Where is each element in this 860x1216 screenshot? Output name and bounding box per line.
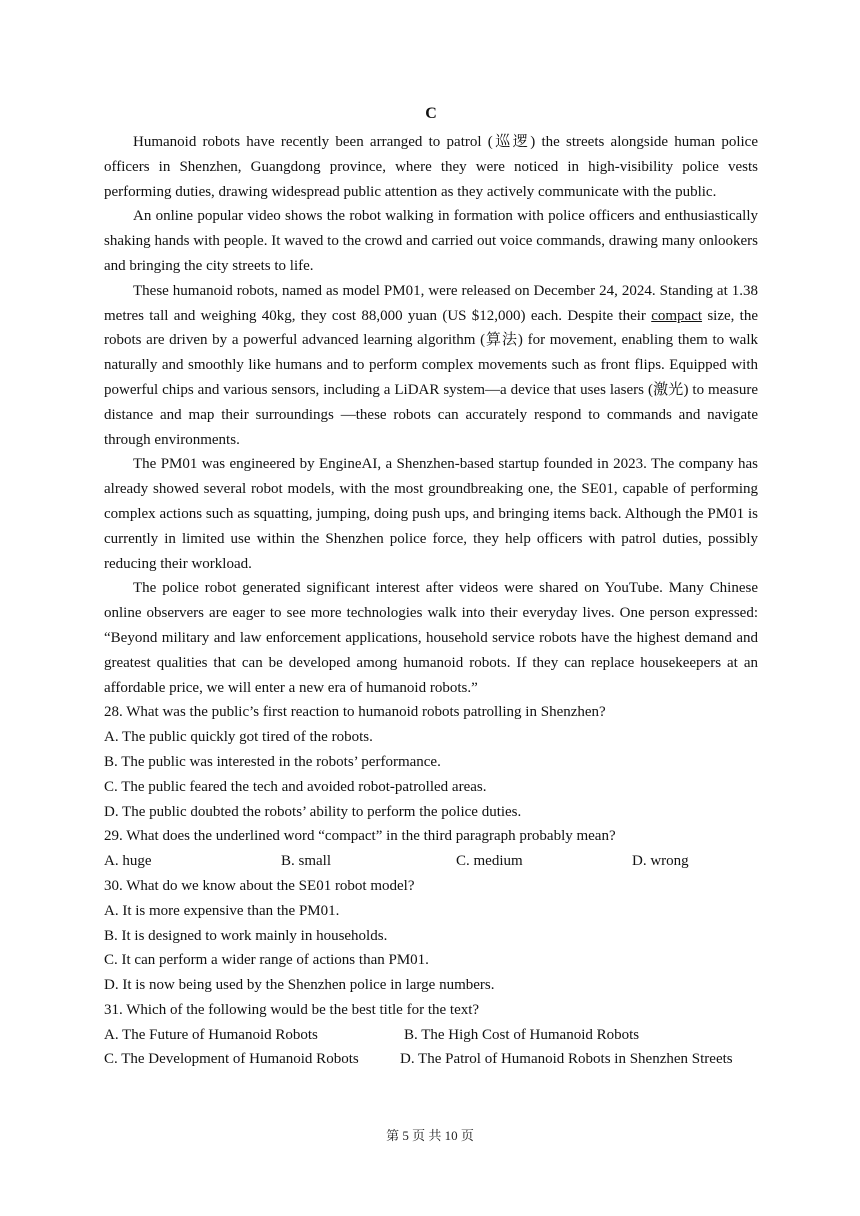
- question-31-option-b: B. The High Cost of Humanoid Robots: [404, 1026, 640, 1043]
- paragraph-3-part-2: size, the robots are driven by a powerful advanced learning algorithm (算法) for movement, enabling them to walk naturally and smoothly like humans and to perform complex movements such as front flips. Equipped with powerful chips and various sensors, including a LiDAR system—a device that uses lasers (激光) to measure distance and map their surroundings —these robots can accurately respond to commands and navigate through environments.: [104, 307, 758, 448]
- question-31-option-d: D. The Patrol of Humanoid Robots in Shenzhen Streets: [400, 1051, 733, 1068]
- question-29-option-d: D. wrong: [632, 853, 689, 870]
- paragraph-2: An online popular video shows the robot walking in formation with police officers and enthusiastically shaking hands with people. It waved to the crowd and carried out voice commands, drawing many onlookers and bringing the city streets to life.: [104, 208, 758, 274]
- question-30: 30. What do we know about the SE01 robot model?: [104, 877, 415, 894]
- question-29-option-c: C. medium: [456, 853, 523, 870]
- question-31-option-a: A. The Future of Humanoid Robots: [104, 1026, 318, 1043]
- question-30-option-b: B. It is designed to work mainly in households.: [104, 927, 388, 944]
- question-31-options-row-1: [104, 1023, 758, 1048]
- question-28-option-a: A. The public quickly got tired of the robots.: [104, 729, 373, 746]
- question-31-options-row-2: [104, 1047, 758, 1072]
- question-28-option-d: D. The public doubted the robots’ ability to perform the police duties.: [104, 803, 522, 820]
- question-31-option-c: C. The Development of Humanoid Robots: [104, 1051, 359, 1068]
- question-29-option-b: B. small: [281, 853, 332, 870]
- underlined-word: compact: [651, 307, 703, 324]
- question-28: 28. What was the public’s first reaction to humanoid robots patrolling in Shenzhen?: [104, 704, 606, 721]
- section-heading: C: [425, 105, 437, 122]
- question-30-option-d: D. It is now being used by the Shenzhen police in large numbers.: [104, 977, 495, 994]
- question-29-option-a: A. huge: [104, 853, 152, 870]
- exam-page: [104, 104, 758, 1072]
- paragraph-4: The PM01 was engineered by EngineAI, a Shenzhen-based startup founded in 2023. The company has already showed several robot models, with the most groundbreaking one, the SE01, capable of performing complex actions such as squatting, jumping, doing push ups, and bringing items back. Although the PM01 is currently in limited use within the Shenzhen police force, they help officers with patrol duties, possibly reducing their workload.: [104, 456, 758, 572]
- paragraph-3: [104, 279, 758, 453]
- paragraph-1: Humanoid robots have recently been arranged to patrol (巡逻) the streets alongside human police officers in Shenzhen, Guangdong province, where they were noticed in high-visibility police vests performing duties, drawing widespread public attention as they actively communicate with the public.: [104, 134, 758, 200]
- page-footer: 第 5 页 共 10 页: [386, 1128, 474, 1143]
- question-30-option-a: A. It is more expensive than the PM01.: [104, 902, 340, 919]
- paragraph-5: The police robot generated significant interest after videos were shared on YouTube. Many Chinese online observers are eager to see more technologies walk into their everyday lives. One person expressed: “Beyond military and law enforcement applications, household service robots have the highest demand and greatest qualities that can be developed among humanoid robots. If they can replace housekeepers at an affordable price, we will enter a new era of humanoid robots.”: [104, 580, 758, 696]
- question-28-option-c: C. The public feared the tech and avoided robot-patrolled areas.: [104, 778, 487, 795]
- paragraph-3-part-1: These humanoid robots, named as model PM01, were released on December 24, 2024. Standing at 1.38 metres tall and weighing 40kg, they cost 88,000 yuan (US $12,000) each. Despite their: [104, 282, 758, 324]
- question-31: 31. Which of the following would be the best title for the text?: [104, 1001, 480, 1018]
- question-28-option-b: B. The public was interested in the robots’ performance.: [104, 753, 441, 770]
- question-29-options: [104, 849, 758, 874]
- question-30-option-c: C. It can perform a wider range of actions than PM01.: [104, 952, 429, 969]
- question-29: 29. What does the underlined word “compact” in the third paragraph probably mean?: [104, 828, 616, 845]
